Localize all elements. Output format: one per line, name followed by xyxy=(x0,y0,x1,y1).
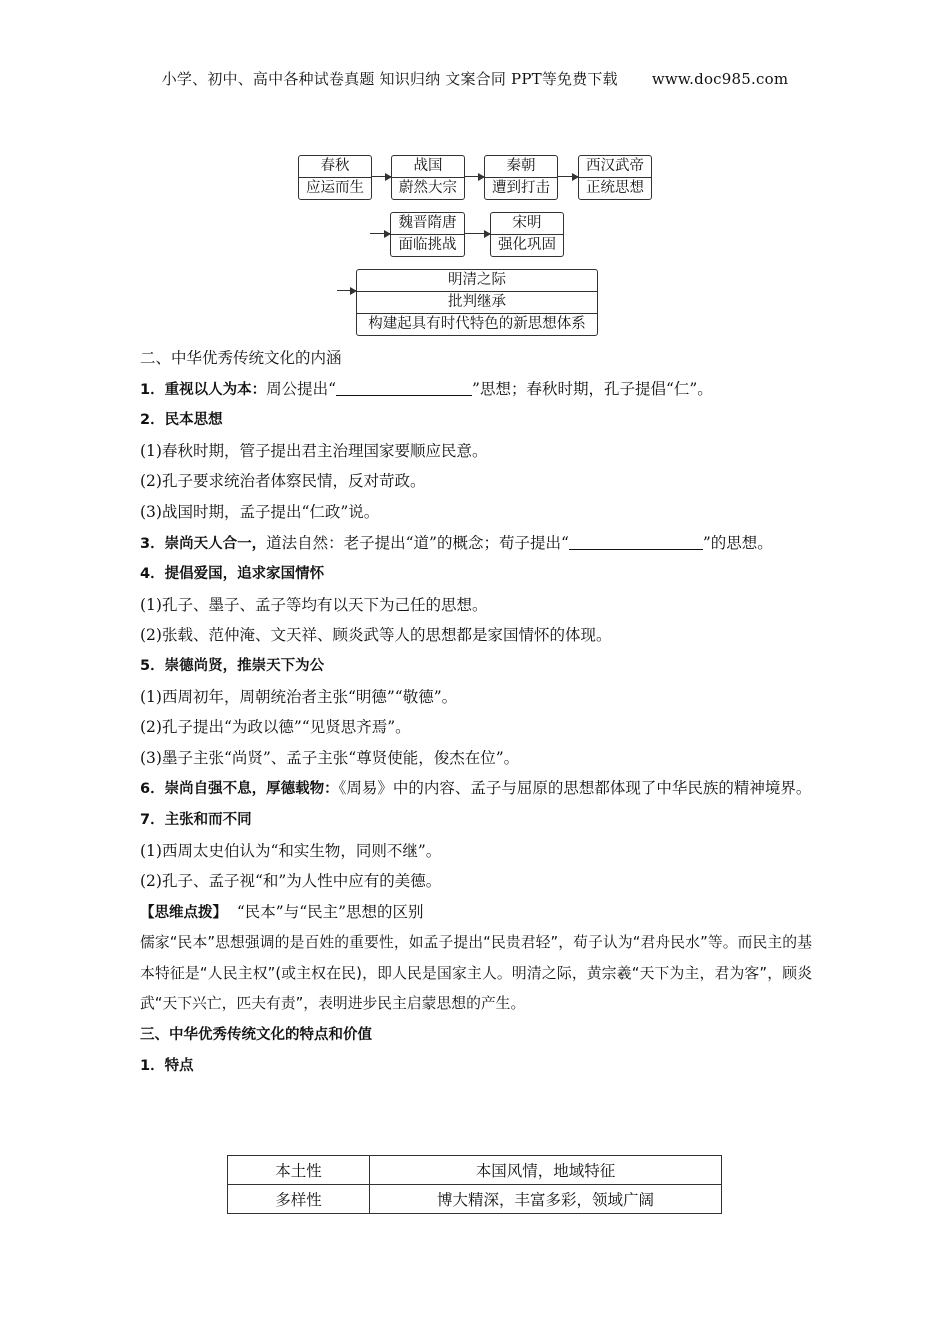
item-4-2: (2)张载、范仲淹、文天祥、顾炎武等人的思想都是家国情怀的体现。 xyxy=(140,626,612,645)
item-5-1: (1)西周初年，周朝统治者主张“明德”“敬德”。 xyxy=(140,687,458,706)
stage-status: 蔚然大宗 xyxy=(392,177,464,199)
table-row xyxy=(228,1156,722,1185)
stage-period: 魏晋隋唐 xyxy=(398,215,457,231)
stage-period: 秦朝 xyxy=(506,158,536,174)
item-7-1: (1)西周太史伯认为“和实生物，同则不继”。 xyxy=(140,841,442,860)
subsection-title: 1．特点 xyxy=(140,1057,194,1074)
item-1: 1．重视以人为本：周公提出“ ”思想；春秋时期，孔子提倡“仁”。 xyxy=(140,374,812,406)
header-url: www.doc985.com xyxy=(651,70,789,88)
item-3: 3．崇尚天人合一，道法自然：老子提出“道”的概念；荀子提出“ ”的思想。 xyxy=(140,528,812,560)
stage-status: 批判继承 xyxy=(357,291,597,313)
stage-status: 遭到打击 xyxy=(485,177,557,199)
stage-mingqing xyxy=(356,269,598,336)
features-table xyxy=(227,1155,722,1214)
confucianism-flow-diagram xyxy=(0,0,950,340)
stage-period: 明清之际 xyxy=(448,272,506,288)
stage-status: 应运而生 xyxy=(299,177,371,199)
arrow-right-icon xyxy=(558,176,578,177)
item-2-2: (2)孔子要求统治者体察民情，反对苛政。 xyxy=(140,472,426,491)
item-5-title: 5．崇德尚贤，推崇天下为公 xyxy=(140,657,325,674)
item-4-1: (1)孔子、墨子、孟子等均有以天下为己任的思想。 xyxy=(140,595,488,614)
section-title: 二、中华优秀传统文化的内涵 xyxy=(140,349,342,367)
stage-period: 春秋 xyxy=(320,158,350,174)
stage-xihan xyxy=(578,155,652,200)
section-title: 三、中华优秀传统文化的特点和价值 xyxy=(140,1027,372,1044)
table-cell: 多样性 xyxy=(228,1185,370,1214)
arrow-right-icon xyxy=(465,233,490,234)
item-5-3: (3)墨子主张“尚贤”、孟子主张“尊贤使能，俊杰在位”。 xyxy=(140,748,520,767)
item-2-3: (3)战国时期，孟子提出“仁政”说。 xyxy=(140,502,380,521)
tip-heading: 【思维点拨】 “民本”与“民主”思想的区别 xyxy=(140,902,424,921)
item-7-2: (2)孔子、孟子视“和”为人性中应有的美德。 xyxy=(140,872,442,891)
table-cell: 博大精深，丰富多彩，领域广阔 xyxy=(370,1185,722,1214)
stage-status: 正统思想 xyxy=(579,177,651,199)
fill-blank[interactable] xyxy=(336,377,472,396)
tip-text: 儒家“民本”思想强调的是百姓的重要性，如孟子提出“民贵君轻”，荀子认为“君舟民水”等。而民主的基本特征是“人民主权”(或主权在民)，即人民是国家主人。明清之际，黄宗羲“天下为主，君为客”，顾炎武“天下兴亡，匹夫有责”，表明进步民主启蒙思想的产生。 xyxy=(140,934,812,1013)
main-content xyxy=(140,343,812,1081)
stage-period: 战国 xyxy=(413,158,443,174)
header-text: 小学、初中、高中各种试卷真题 知识归纳 文案合同 PPT等免费下载 xyxy=(161,70,618,88)
fill-blank[interactable] xyxy=(569,531,703,550)
stage-weijin xyxy=(390,212,465,257)
item-5-2: (2)孔子提出“为政以德”“见贤思齐焉”。 xyxy=(140,718,411,737)
stage-qin xyxy=(484,155,558,200)
item-7-title: 7．主张和而不同 xyxy=(140,811,252,828)
arrow-right-icon xyxy=(337,290,356,291)
stage-chunqiu xyxy=(298,155,372,200)
stage-zhanguo xyxy=(391,155,465,200)
item-4-title: 4．提倡爱国，追求家国情怀 xyxy=(140,566,325,583)
item-2-title: 2．民本思想 xyxy=(140,412,223,429)
arrow-right-icon xyxy=(370,233,390,234)
arrow-right-icon xyxy=(372,176,391,177)
arrow-right-icon xyxy=(465,176,484,177)
stage-status: 面临挑战 xyxy=(391,234,464,256)
stage-songming xyxy=(490,212,564,257)
item-6: 6．崇尚自强不息，厚德载物：《周易》中的内容、孟子与屈原的思想都体现了中华民族的精神境界。 xyxy=(140,779,812,798)
stage-result: 构建起具有时代特色的新思想体系 xyxy=(357,313,597,335)
item-2-1: (1)春秋时期，管子提出君主治理国家要顺应民意。 xyxy=(140,441,488,460)
stage-status: 强化巩固 xyxy=(491,234,563,256)
table-cell: 本土性 xyxy=(228,1156,370,1185)
stage-period: 西汉武帝 xyxy=(586,158,644,174)
table-cell: 本国风情，地域特征 xyxy=(370,1156,722,1185)
stage-period: 宋明 xyxy=(512,215,542,231)
table-row xyxy=(228,1185,722,1214)
